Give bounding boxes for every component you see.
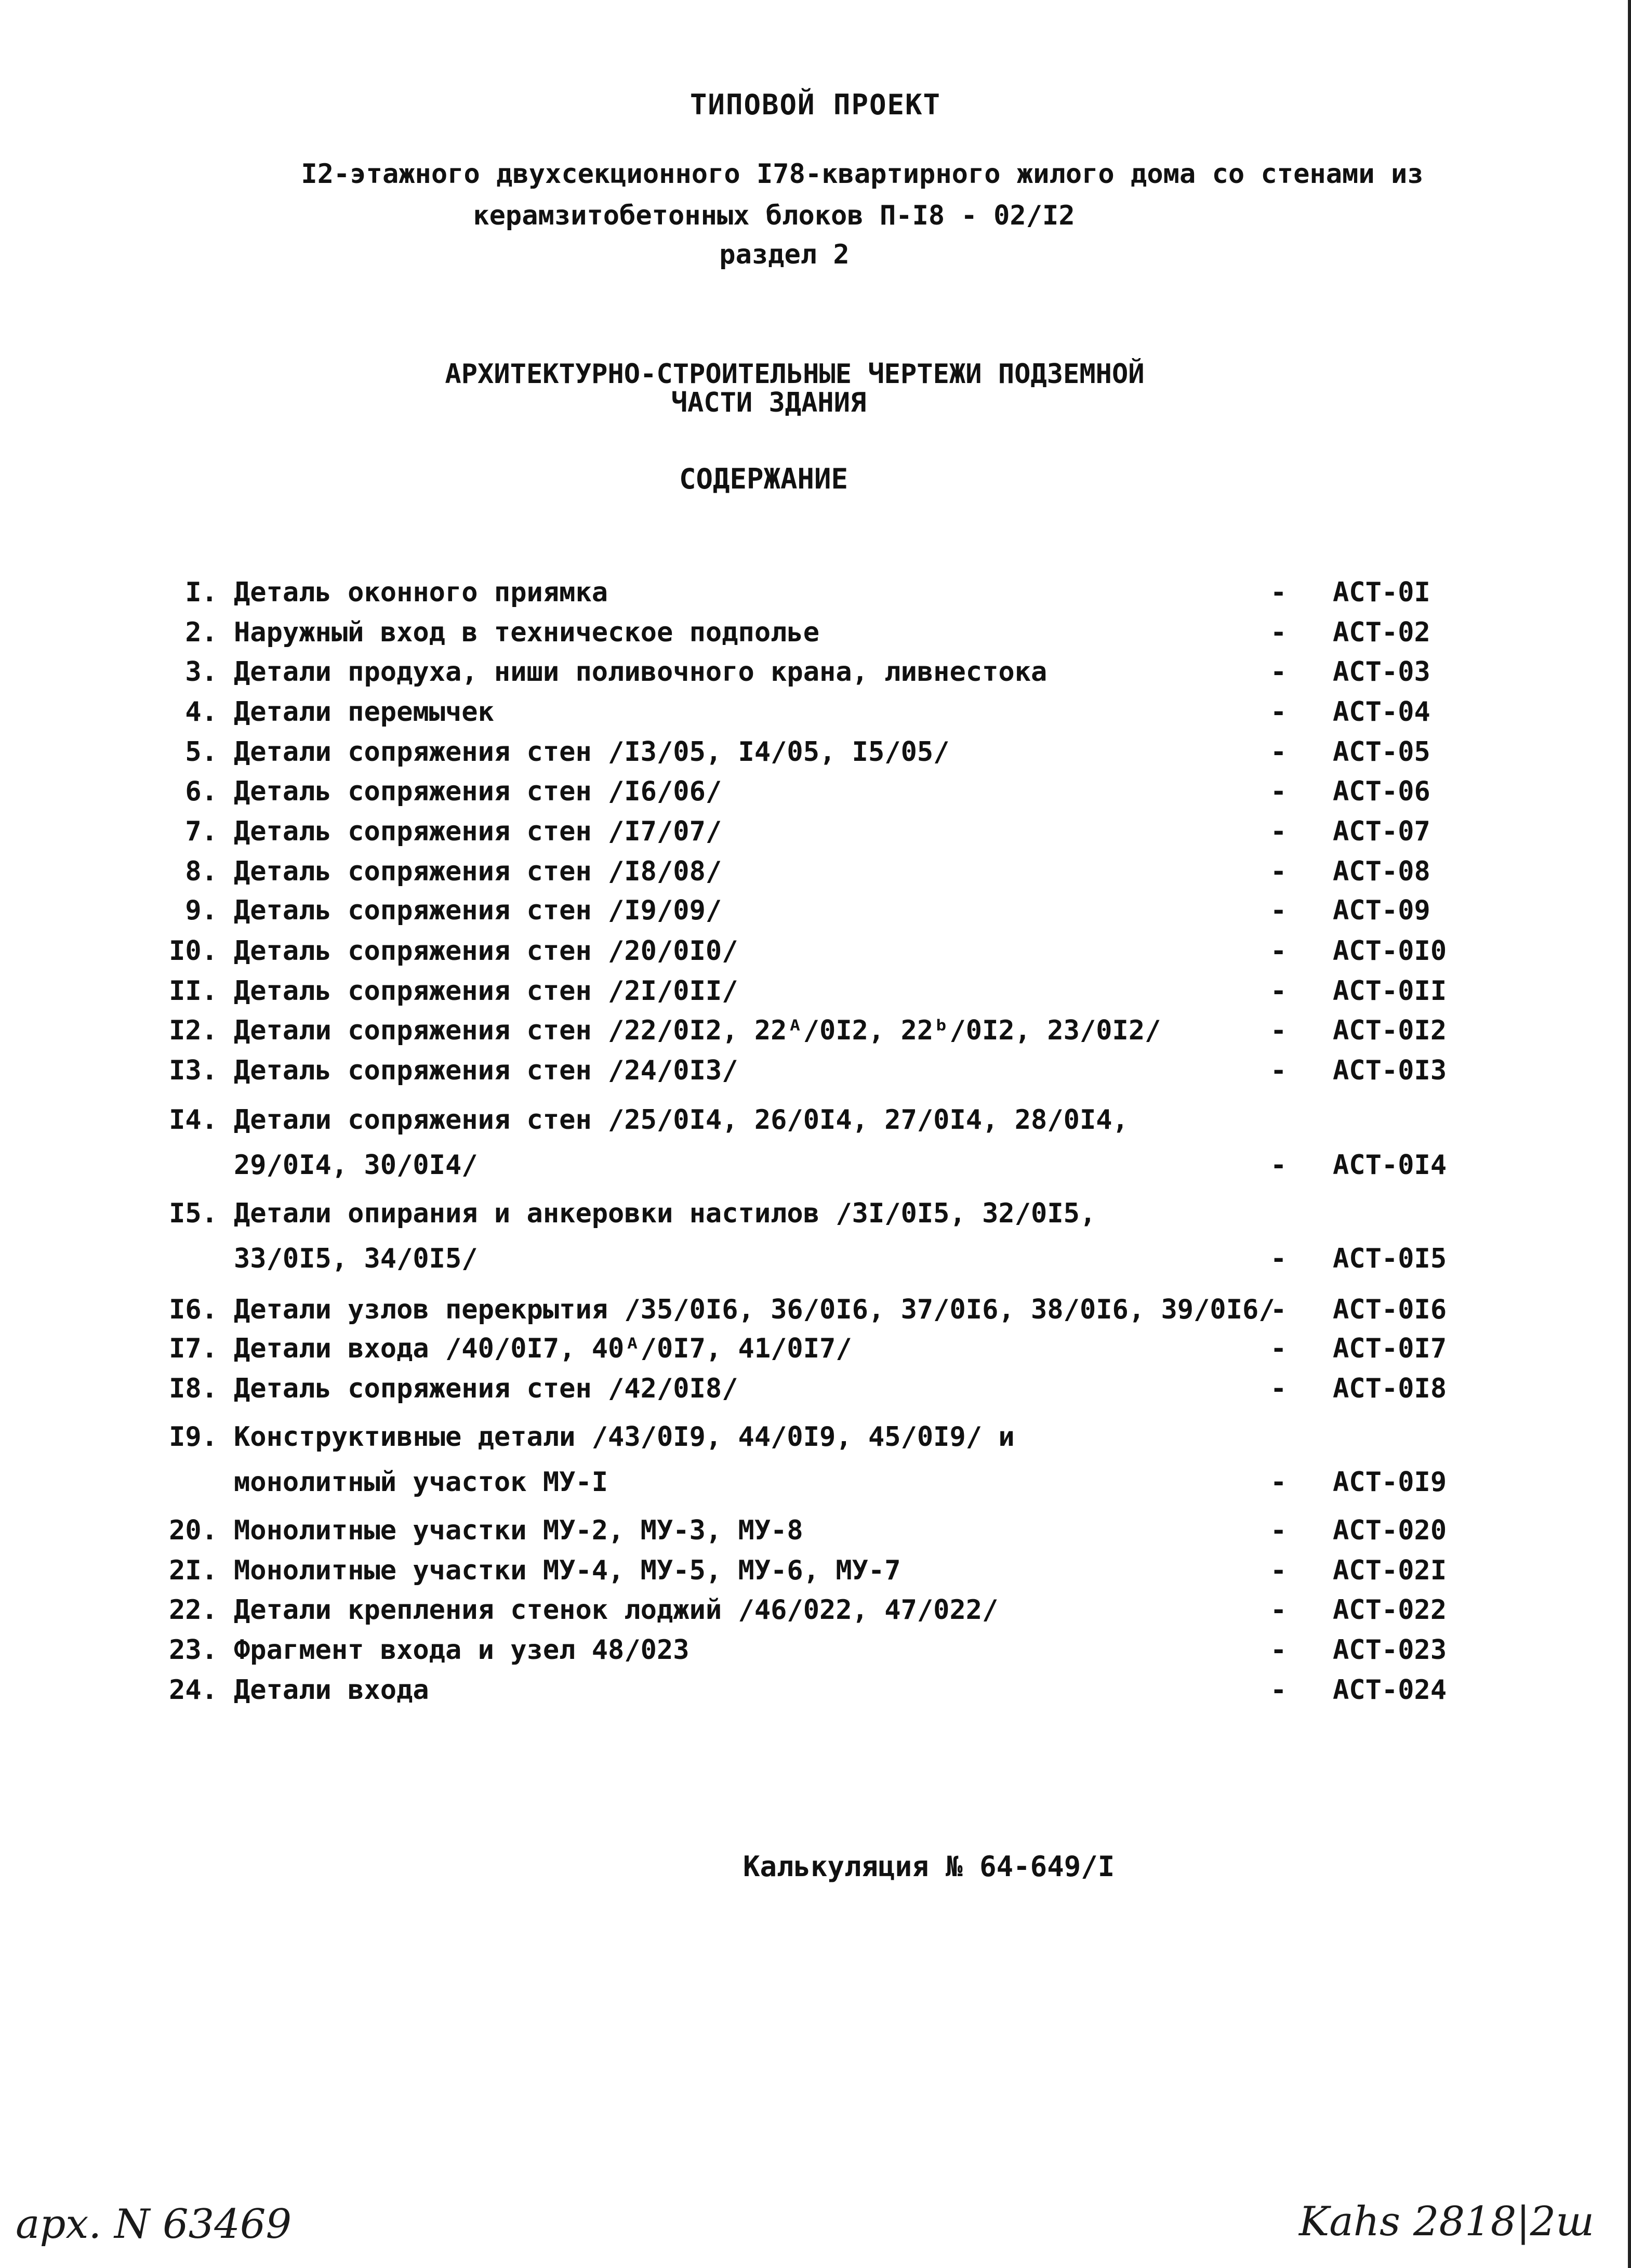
sheet-code: АСТ-0I [1333,577,1430,608]
leader-dash: - [1270,1594,1287,1626]
sheet-code: АСТ-0I3 [1333,1055,1447,1086]
leader-dash: - [1270,1674,1287,1706]
sheet-code: АСТ-0I2 [1333,1015,1447,1046]
item-number: I2. [169,1015,218,1046]
item-number: 6. [185,776,218,807]
item-title-continuation: монолитный участок МУ-I [234,1467,608,1498]
item-number: 24. [169,1674,218,1706]
item-title-continuation: 29/0I4, 30/0I4/ [234,1150,478,1181]
item-title: Деталь сопряжения стен /20/0I0/ [234,935,738,967]
item-number: 4. [185,696,218,728]
handwritten-note: Kahs 2818|2ш [1299,2198,1595,2245]
item-number: 5. [185,736,218,768]
item-title: Деталь сопряжения стен /42/0I8/ [234,1373,738,1404]
leader-dash: - [1270,975,1287,1007]
sheet-code: АСТ-04 [1333,696,1430,728]
leader-dash: - [1270,1055,1287,1086]
item-number: I6. [169,1294,218,1325]
item-number: I8. [169,1373,218,1404]
sheet-code: АСТ-0I9 [1333,1467,1447,1498]
item-title: Детали сопряжения стен /25/0I4, 26/0I4, 27/0I4, 28/0I4, [234,1104,1129,1136]
leader-dash: - [1270,1243,1287,1274]
item-title: Деталь сопряжения стен /I9/09/ [234,895,722,926]
leader-dash: - [1270,1515,1287,1546]
leader-dash: - [1270,1294,1287,1325]
calculation-number: Калькуляция № 64-649/I [743,1850,1115,1883]
sheet-code: АСТ-0I5 [1333,1243,1447,1274]
item-title: Детали входа [234,1674,429,1706]
contents-heading: СОДЕРЖАНИЕ [679,463,848,495]
sheet-code: АСТ-0I0 [1333,935,1447,967]
item-title: Деталь сопряжения стен /2I/0II/ [234,975,738,1007]
item-number: 22. [169,1594,218,1626]
section-heading-line-1: АРХИТЕКТУРНО-СТРОИТЕЛЬНЫЕ ЧЕРТЕЖИ ПОДЗЕМНОЙ [445,359,1145,390]
leader-dash: - [1270,736,1287,768]
section-heading-line-2: ЧАСТИ ЗДАНИЯ [671,387,867,418]
item-number: I7. [169,1333,218,1364]
leader-dash: - [1270,856,1287,887]
leader-dash: - [1270,1150,1287,1181]
section-label: раздел 2 [719,239,850,270]
item-number: I. [185,577,218,608]
archive-number-handwritten: арх. N 63469 [16,2201,292,2248]
sheet-code: АСТ-08 [1333,856,1430,887]
item-title: Детали сопряжения стен /22/0I2, 22ᴬ/0I2, 22ᵇ/0I2, 23/0I2/ [234,1015,1161,1046]
leader-dash: - [1270,895,1287,926]
sheet-code: АСТ-05 [1333,736,1430,768]
item-number: I3. [169,1055,218,1086]
leader-dash: - [1270,935,1287,967]
document-title: ТИПОВОЙ ПРОЕКТ [689,88,942,121]
leader-dash: - [1270,577,1287,608]
item-title: Детали входа /40/0I7, 40ᴬ/0I7, 41/0I7/ [234,1333,852,1364]
item-title: Деталь сопряжения стен /I7/07/ [234,816,722,847]
item-title: Детали сопряжения стен /I3/05, I4/05, I5/05/ [234,736,950,768]
item-number: I4. [169,1104,218,1136]
sheet-code: АСТ-0I6 [1333,1294,1447,1325]
sheet-code: АСТ-022 [1333,1594,1447,1626]
project-description-line-2: керамзитобетонных блоков П-I8 - 02/I2 [473,200,1075,231]
sheet-code: АСТ-0II [1333,975,1447,1007]
leader-dash: - [1270,1634,1287,1666]
item-title-continuation: 33/0I5, 34/0I5/ [234,1243,478,1274]
leader-dash: - [1270,1333,1287,1364]
item-title: Деталь оконного приямка [234,577,608,608]
sheet-code: АСТ-06 [1333,776,1430,807]
item-title: Конструктивные детали /43/0I9, 44/0I9, 45/0I9/ и [234,1421,1015,1453]
leader-dash: - [1270,1015,1287,1046]
item-title: Детали узлов перекрытия /35/0I6, 36/0I6, 37/0I6, 38/0I6, 39/0I6/ [234,1294,1275,1325]
item-title: Наружный вход в техническое подполье [234,617,820,648]
item-title: Монолитные участки МУ-2, МУ-3, МУ-8 [234,1515,803,1546]
item-title: Детали продуха, ниши поливочного крана, ливнестока [234,656,1047,688]
leader-dash: - [1270,1373,1287,1404]
project-description-line-1: I2-этажного двухсекционного I78-квартирного жилого дома со стенами из [301,159,1424,190]
item-title: Деталь сопряжения стен /I6/06/ [234,776,722,807]
item-number: II. [169,975,218,1007]
item-number: 2. [185,617,218,648]
item-number: 8. [185,856,218,887]
sheet-code: АСТ-020 [1333,1515,1447,1546]
item-number: 3. [185,656,218,688]
sheet-code: АСТ-0I4 [1333,1150,1447,1181]
sheet-code: АСТ-024 [1333,1674,1447,1706]
sheet-code: АСТ-03 [1333,656,1430,688]
item-title: Деталь сопряжения стен /24/0I3/ [234,1055,738,1086]
item-title: Деталь сопряжения стен /I8/08/ [234,856,722,887]
item-title: Фрагмент входа и узел 48/023 [234,1634,689,1666]
item-number: 2I. [169,1555,218,1586]
leader-dash: - [1270,1555,1287,1586]
sheet-code: АСТ-023 [1333,1634,1447,1666]
item-title: Монолитные участки МУ-4, МУ-5, МУ-6, МУ-7 [234,1555,901,1586]
item-number: I9. [169,1421,218,1453]
leader-dash: - [1270,1467,1287,1498]
item-number: 23. [169,1634,218,1666]
item-number: I5. [169,1198,218,1229]
sheet-code: АСТ-09 [1333,895,1430,926]
item-number: 20. [169,1515,218,1546]
leader-dash: - [1270,656,1287,688]
sheet-code: АСТ-02 [1333,617,1430,648]
item-number: 9. [185,895,218,926]
item-number: 7. [185,816,218,847]
leader-dash: - [1270,776,1287,807]
item-number: I0. [169,935,218,967]
item-title: Детали опирания и анкеровки настилов /3I/0I5, 32/0I5, [234,1198,1096,1229]
leader-dash: - [1270,816,1287,847]
sheet-code: АСТ-02I [1333,1555,1447,1586]
item-title: Детали крепления стенок лоджий /46/022, 47/022/ [234,1594,999,1626]
leader-dash: - [1270,696,1287,728]
item-title: Детали перемычек [234,696,494,728]
leader-dash: - [1270,617,1287,648]
sheet-code: АСТ-0I7 [1333,1333,1447,1364]
sheet-code: АСТ-07 [1333,816,1430,847]
sheet-code: АСТ-0I8 [1333,1373,1447,1404]
